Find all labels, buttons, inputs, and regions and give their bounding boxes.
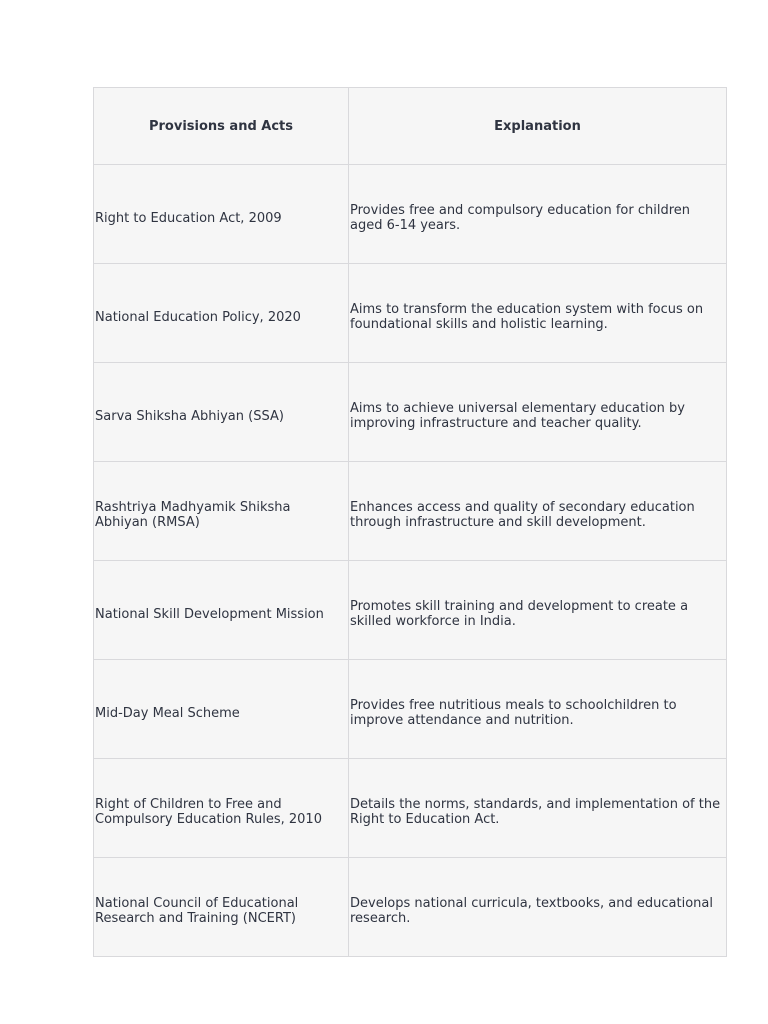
explanation-cell: Provides free and compulsory education for children aged 6-14 years. bbox=[349, 165, 727, 264]
table-row bbox=[94, 165, 727, 264]
table-row bbox=[94, 264, 727, 363]
table-row bbox=[94, 462, 727, 561]
table-header-row bbox=[94, 88, 727, 165]
column-header-provisions: Provisions and Acts bbox=[94, 88, 349, 165]
explanation-cell: Provides free nutritious meals to schoolchildren to improve attendance and nutrition. bbox=[349, 660, 727, 759]
provision-cell: Sarva Shiksha Abhiyan (SSA) bbox=[94, 363, 349, 462]
provision-cell: National Council of Educational Research and Training (NCERT) bbox=[94, 858, 349, 957]
provision-cell: National Skill Development Mission bbox=[94, 561, 349, 660]
provision-cell: National Education Policy, 2020 bbox=[94, 264, 349, 363]
table-row bbox=[94, 561, 727, 660]
table-row bbox=[94, 660, 727, 759]
explanation-cell: Aims to achieve universal elementary education by improving infrastructure and teacher quality. bbox=[349, 363, 727, 462]
provisions-table bbox=[93, 87, 727, 957]
explanation-cell: Develops national curricula, textbooks, and educational research. bbox=[349, 858, 727, 957]
table-row bbox=[94, 759, 727, 858]
explanation-cell: Aims to transform the education system with focus on foundational skills and holistic learning. bbox=[349, 264, 727, 363]
provision-cell: Right to Education Act, 2009 bbox=[94, 165, 349, 264]
provision-cell: Rashtriya Madhyamik Shiksha Abhiyan (RMSA) bbox=[94, 462, 349, 561]
provision-cell: Mid-Day Meal Scheme bbox=[94, 660, 349, 759]
table-row bbox=[94, 363, 727, 462]
explanation-cell: Details the norms, standards, and implementation of the Right to Education Act. bbox=[349, 759, 727, 858]
column-header-explanation: Explanation bbox=[349, 88, 727, 165]
provision-cell: Right of Children to Free and Compulsory Education Rules, 2010 bbox=[94, 759, 349, 858]
explanation-cell: Promotes skill training and development to create a skilled workforce in India. bbox=[349, 561, 727, 660]
table-row bbox=[94, 858, 727, 957]
explanation-cell: Enhances access and quality of secondary education through infrastructure and skill development. bbox=[349, 462, 727, 561]
table-body bbox=[94, 165, 727, 957]
table-header bbox=[94, 88, 727, 165]
